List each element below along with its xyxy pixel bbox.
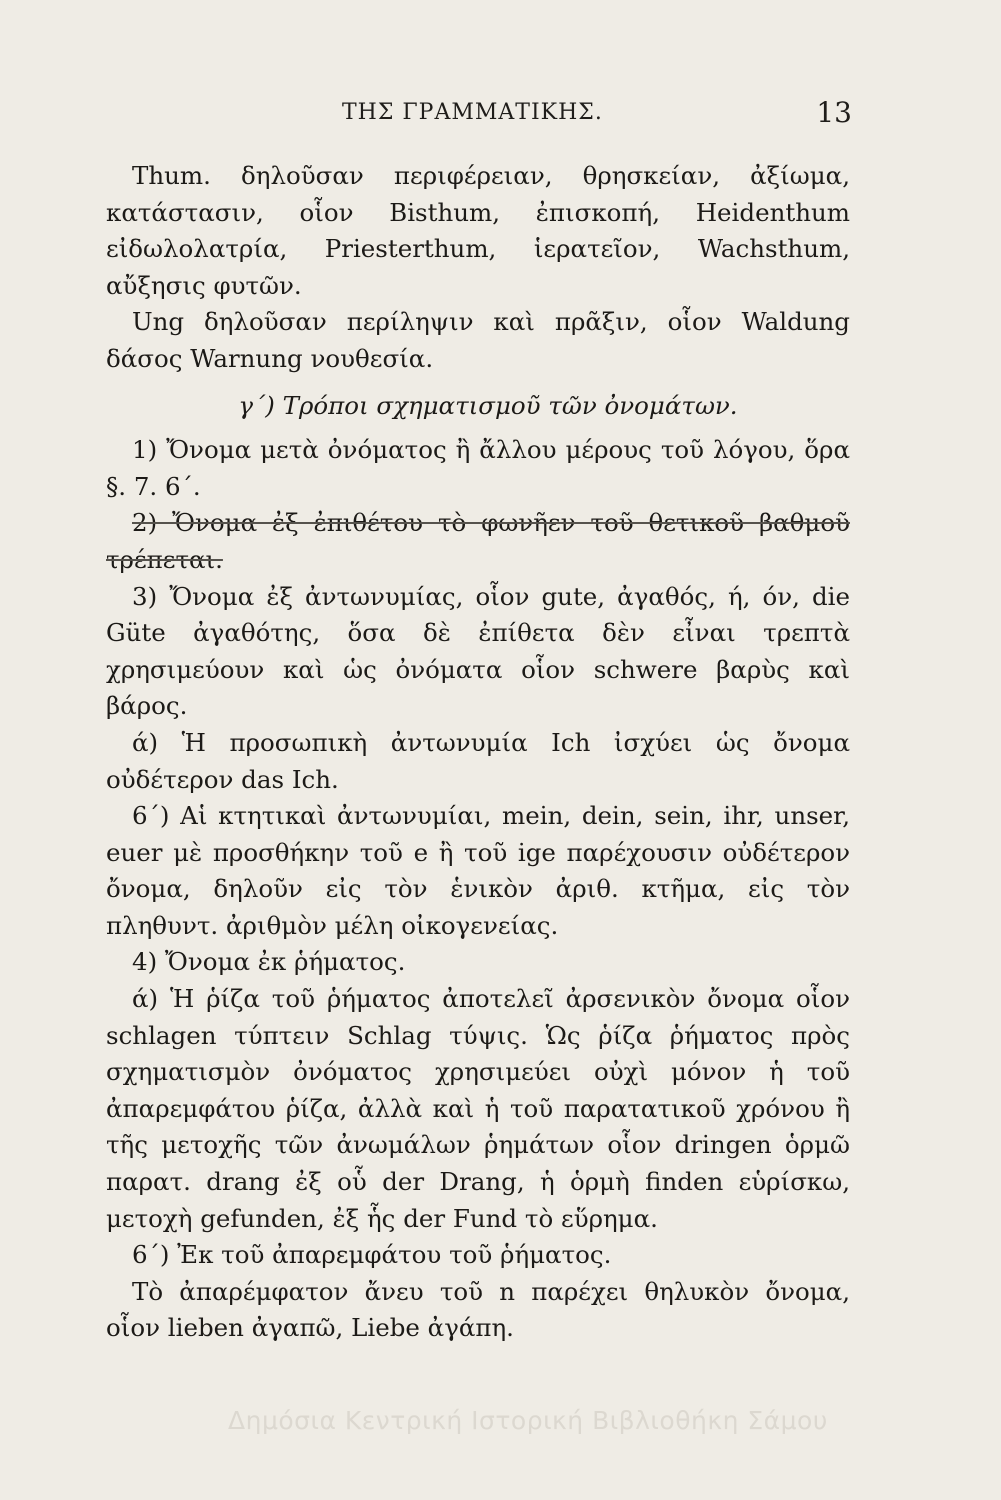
- paragraph-ung: Ung δηλοῦσαν περίληψιν καὶ πρᾶξιν, οἷον Waldung δάσος Warnung νουθεσία.: [106, 307, 850, 373]
- paragraph-rule-1: 1) Ὄνομα μετὰ ὀνόματος ἢ ἄλλου μέρους τοῦ λόγου, ὅρα §. 7. 6΄.: [106, 435, 850, 501]
- section-heading-gamma: γ΄) Τρόποι σχηματισμοῦ τῶν ὀνομάτων.: [238, 390, 738, 420]
- paragraph-rule-4-beta: 6΄) Ἐκ τοῦ ἀπαρεμφάτου τοῦ ῥήματος.: [132, 1240, 612, 1270]
- running-title: ΤΗΣ ΓΡΑΜΜΑΤΙΚΗΣ.: [342, 100, 603, 125]
- paragraph-rule-2: 2) Ὄνομα ἐξ ἐπιθέτου τὸ φωνῆεν τοῦ θετικοῦ βαθμοῦ τρέπεται.: [106, 508, 850, 574]
- paragraph-infinitive: Τὸ ἀπαρέμφατον ἄνευ τοῦ n παρέχει θηλυκὸν ὄνομα, οἷον lieben ἀγαπῶ, Liebe ἀγάπη.: [106, 1276, 850, 1343]
- paragraph-rule-3-beta: 6΄) Αἱ κτητικαὶ ἀντωνυμίαι, mein, dein, sein, ihr, unser, euer μὲ προσθήκην τοῦ e ἢ τοῦ ige παρέχουσιν οὐδέτερον ὄνομα, δηλοῦν εἰς τὸν ἑνικὸν ἀριθ. κτῆμα, εἰς τὸν πληθυντ. ἀριθμὸν μέλη οἰκογενείας.: [106, 801, 850, 940]
- paragraph-rule-4: 4) Ὄνομα ἐκ ῥήματος.: [132, 947, 406, 977]
- paragraph-rule-3: 3) Ὄνομα ἐξ ἀντωνυμίας, οἷον gute, ἀγαθός, ή, όν, die Güte ἀγαθότης, ὅσα δὲ ἐπίθετα δὲν εἶναι τρεπτὰ χρησιμεύουν καὶ ὡς ὀνόματα οἷον schwere βαρὺς καὶ βάρος.: [106, 581, 850, 721]
- page-header: [132, 96, 852, 136]
- paragraph-thum: Thum. δηλοῦσαν περιφέρειαν, θρησκείαν, ἀξίωμα, κατάστασιν, οἷον Bisthum, ἐπισκοπή, Heidenthum εἰδωλολατρία, Priesterthum, ἱερατεῖον, Wachsthum, αὔξησις φυτῶν.: [106, 161, 850, 300]
- paragraph-rule-3-alpha: ά) Ἡ προσωπικὴ ἀντωνυμία Ich ἰσχύει ὡς ὄνομα οὐδέτερον das Ich.: [106, 727, 850, 794]
- paragraph-rule-4-alpha: ά) Ἡ ῥίζα τοῦ ῥήματος ἀποτελεῖ ἀρσενικὸν ὄνομα οἷον schlagen τύπτειν Schlag τύψις. Ὡς ῥίζα ῥήματος πρὸς σχηματισμὸν ὀνόματος χρησιμεύει οὐχὶ μόνον ἡ τοῦ ἀπαρεμφάτου ῥίζα, ἀλλὰ καὶ ἡ τοῦ παρατατικοῦ χρόνου ἢ τῆς μετοχῆς τῶν ἀνωμάλων ῥημάτων οἷον dringen ὁρμῶ παρατ. drang ἐξ οὗ der Drang, ἡ ὁρμὴ finden εὑρίσκω, μετοχὴ gefunden, ἐξ ἧς der Fund τὸ εὕρημα.: [106, 984, 850, 1233]
- page-body: [106, 158, 850, 1347]
- page-number: 13: [816, 96, 852, 129]
- library-watermark: Δημόσια Κεντρική Ιστορική Βιβλιοθήκη Σάμου: [228, 1406, 828, 1435]
